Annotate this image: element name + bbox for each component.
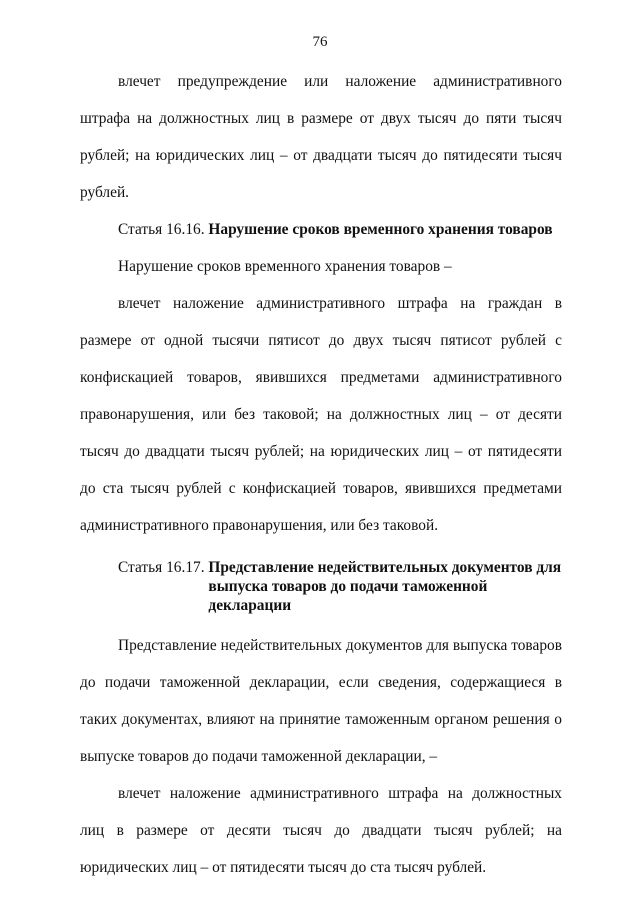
paragraph-violation-16-16: Нарушение сроков временного хранения товаров – — [118, 258, 452, 275]
paragraph-violation-16-17: Представление недействительных документов для выпуска товаров до подачи таможенной декларации, если сведения, содержащиеся в таких документах, влияют на принятие таможенным органом решения о выпуске товаров до подачи таможенной декларации, – — [80, 637, 562, 765]
article-16-16-title: Нарушение сроков временного хранения товаров — [208, 221, 553, 238]
document-body — [80, 63, 562, 886]
article-16-16-label: Статья 16.16. — [118, 221, 209, 238]
article-16-17-heading — [80, 558, 562, 615]
page-number: 76 — [312, 34, 328, 50]
paragraph-penalty-16-16: влечет наложение административного штрафа на граждан в размере от одной тысячи пятисот до двух тысяч пятисот рублей с конфискацией товаров, явившихся предметами административного правонарушения, или без таковой; на должностных лиц – от десяти тысяч до двадцати тысяч рублей; на юридических лиц – от пятидесяти до ста тысяч рублей с конфискацией товаров, явившихся предметами административного правонарушения, или без таковой. — [80, 295, 562, 534]
article-16-16-heading — [80, 211, 562, 248]
article-16-17-label: Статья 16.17. — [118, 559, 209, 576]
paragraph-penalty-16-17: влечет наложение административного штрафа на должностных лиц в размере от десяти тысяч до двадцати тысяч рублей; на юридических лиц – от пятидесяти тысяч до ста тысяч рублей. — [80, 785, 562, 876]
article-16-17-title: Представление недействительных документов для выпуска товаров до подачи таможенной декларации — [208, 559, 562, 614]
paragraph-penalty-1: влечет предупреждение или наложение административного штрафа на должностных лиц в размере от двух тысяч до пяти тысяч рублей; на юридических лиц – от двадцати тысяч до пятидесяти тысяч рублей. — [80, 73, 562, 201]
